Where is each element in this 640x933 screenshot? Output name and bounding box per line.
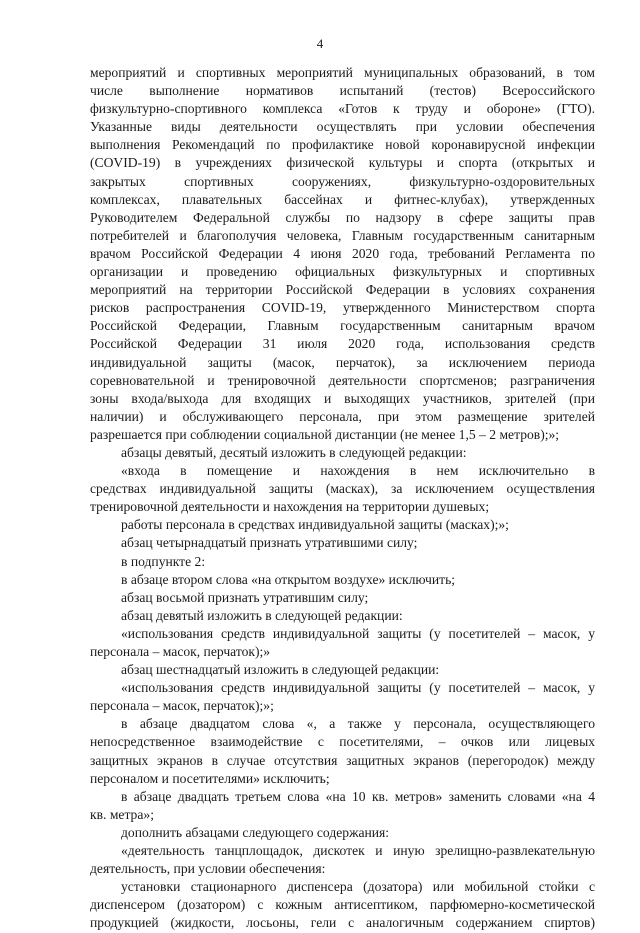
text-line: мероприятий на территории Российской Федерации в условиях сохранения [90, 282, 595, 298]
text-line: работы персонала в средствах индивидуальной защиты (масках);»; [121, 517, 509, 533]
text-line: закрытых спортивных сооружениях, физкультурно-оздоровительных [90, 173, 595, 189]
text-line: в абзаце двадцать третьем слова «на 10 кв. метров» заменить словами «на 4 [121, 788, 595, 804]
text-line: диспенсером (дозатором) с кожным антисептиком, парфюмерно-косметической [90, 897, 595, 913]
text-line: продукцией (жидкости, лосьоны, гели с аналогичным содержанием спиртов) [90, 915, 595, 931]
text-line: «использования средств индивидуальной защиты (у посетителей – масок, у [121, 680, 595, 696]
text-line: зоны входа/выхода для входящих и выходящих участников, зрителей (при [90, 390, 595, 406]
text-line: «деятельность танцплощадок, дискотек и иную зрелищно-развлекательную [121, 843, 595, 859]
document-body [90, 64, 595, 933]
text-line: средствах индивидуальной защиты (масках), за исключением осуществления [90, 481, 595, 497]
text-line: кв. метра»; [90, 806, 154, 822]
text-line: разрешается при соблюдении социальной дистанции (не менее 1,5 – 2 метров);»; [90, 426, 560, 442]
text-line: индивидуальной защиты (масок, перчаток), за исключением периода [90, 354, 595, 370]
text-line: дополнить абзацами следующего содержания: [121, 824, 390, 840]
text-line: тренировочной деятельности и нахождения на территории душевых; [90, 499, 490, 515]
text-line: защитных экранов в случае отсутствия защитных экранов (перегородок) между [90, 752, 595, 768]
text-line: установки стационарного диспенсера (дозатора) или мобильной стойки с [121, 879, 595, 895]
text-line: Указанные виды деятельности осуществлять при условии обеспечения [90, 119, 595, 135]
text-line: абзац девятый изложить в следующей редакции: [121, 607, 403, 623]
text-line: врачом Российской Федерации 4 июня 2020 года, требований Регламента по [90, 245, 595, 261]
text-line: выполнения Рекомендаций по профилактике новой коронавирусной инфекции [90, 137, 595, 153]
text-line: персоналом и посетителями» исключить; [90, 770, 330, 786]
text-line: в абзаце втором слова «на открытом воздухе» исключить; [121, 571, 456, 587]
text-line: Руководителем Федеральной службы по надзору в сфере защиты прав [90, 209, 595, 225]
text-line: «входа в помещение и нахождения в нем исключительно в [121, 463, 595, 479]
text-line: организации и проведению официальных физкультурных и спортивных [90, 264, 595, 280]
text-line: персонала – масок, перчаток);»; [90, 698, 274, 714]
text-line: в подпункте 2: [121, 553, 206, 569]
text-line: мероприятий и спортивных мероприятий муниципальных образований, в том [90, 65, 595, 80]
text-line: рисков распространения COVID-19, утвержденного Министерством спорта [90, 300, 595, 316]
text-line: деятельность, при условии обеспечения: [90, 861, 326, 877]
text-line: (COVID-19) в учреждениях физической культуры и спорта (открытых и [90, 155, 595, 171]
text-line: Российской Федерации, Главным государственным санитарным врачом [90, 318, 595, 334]
text-line: потребителей и благополучия человека, Главным государственным санитарным [90, 227, 595, 243]
text-line: непосредственное взаимодействие с посетителями, – очков или лицевых [90, 734, 595, 750]
text-line: соревновательной и тренировочной деятельности спортсменов; разграничения [90, 372, 595, 388]
text-line: физкультурно-спортивного комплекса «Готов к труду и обороне» (ГТО). [90, 101, 595, 117]
text-line: абзац четырнадцатый признать утратившими силу; [121, 535, 418, 551]
text-line: абзацы девятый, десятый изложить в следующей редакции: [121, 444, 467, 460]
text-line: «использования средств индивидуальной защиты (у посетителей – масок, у [121, 625, 595, 641]
page-number: 4 [316, 36, 324, 51]
text-line: наличии) и обслуживающего персонала, при этом размещение зрителей [90, 408, 595, 424]
text-line: персонала – масок, перчаток);» [90, 644, 271, 659]
text-line: в абзаце двадцатом слова «, а также у персонала, осуществляющего [121, 716, 595, 732]
text-line: абзац шестнадцатый изложить в следующей редакции: [121, 662, 440, 678]
text-line: Российской Федерации 31 июля 2020 года, использования средств [90, 336, 595, 352]
text-line: числе выполнение нормативов испытаний (тестов) Всероссийского [90, 83, 595, 99]
text-line: абзац восьмой признать утратившим силу; [121, 589, 369, 605]
text-line: комплексах, плавательных бассейнах и фитнес-клубах), утвержденных [90, 191, 595, 207]
